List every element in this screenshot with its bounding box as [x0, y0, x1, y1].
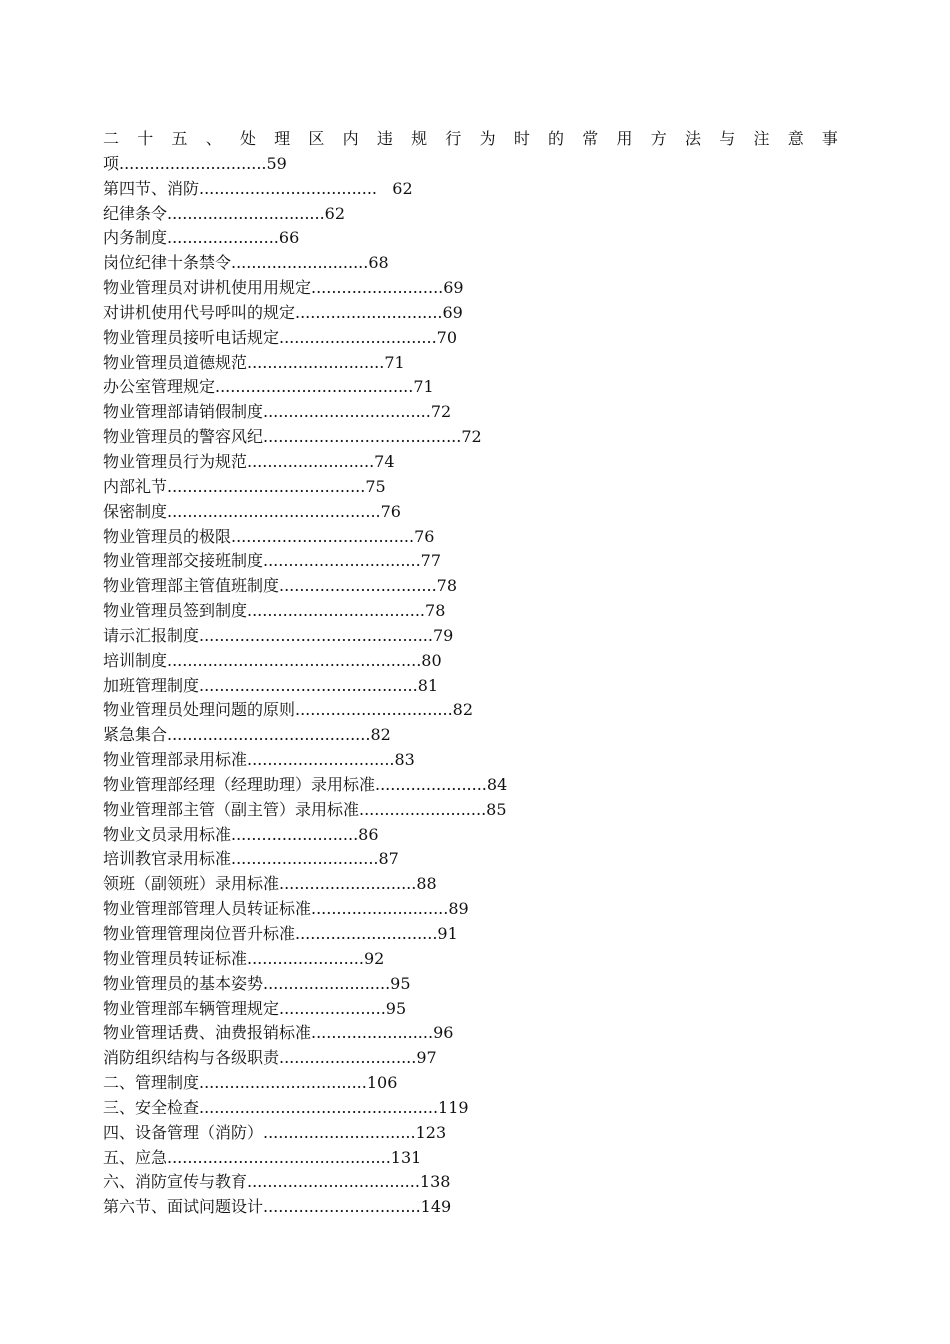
- toc-entry[interactable]: 加班管理制度...........................................81: [103, 675, 439, 695]
- toc-entry[interactable]: 物业管理部交接班制度...............................77: [103, 551, 442, 571]
- toc-heading-char: 事: [821, 129, 838, 148]
- toc-heading-char: 的: [548, 129, 565, 148]
- toc-heading-char: 区: [308, 129, 325, 148]
- toc-entry[interactable]: 物业管理员处理问题的原则...............................82: [103, 700, 474, 720]
- toc-entry[interactable]: 物业管理管理岗位晋升标准............................91: [103, 924, 458, 943]
- toc-heading-char: 二: [103, 129, 120, 148]
- toc-heading-char: 内: [342, 129, 359, 148]
- toc-entry[interactable]: 紧急集合........................................82: [103, 725, 391, 745]
- toc-entry[interactable]: 四、设备管理（消防）..............................123: [103, 1122, 447, 1142]
- toc-entry[interactable]: 物业管理员行为规范.........................74: [103, 451, 395, 471]
- toc-entry-heading-25: [103, 127, 838, 152]
- toc-entry[interactable]: 二、管理制度.................................106: [103, 1073, 398, 1093]
- toc-entry[interactable]: 消防组织结构与各级职责...........................97: [103, 1048, 437, 1068]
- toc-entry[interactable]: 对讲机使用代号呼叫的规定.............................69: [103, 302, 463, 322]
- toc-entry[interactable]: 三、安全检查...............................................119: [103, 1097, 469, 1117]
- toc-entry[interactable]: 内务制度......................66: [103, 228, 300, 248]
- toc-entry[interactable]: 物业文员录用标准.........................86: [103, 824, 379, 844]
- toc-entry[interactable]: 内部礼节.......................................75: [103, 476, 386, 496]
- toc-entry[interactable]: 物业管理员转证标准.......................92: [103, 948, 385, 968]
- toc-heading-char: 处: [239, 129, 256, 148]
- toc-entry[interactable]: 培训制度..................................................80: [103, 650, 442, 670]
- toc-heading-char: 、: [205, 129, 222, 148]
- toc-entry[interactable]: 请示汇报制度..............................................79: [103, 625, 454, 645]
- toc-entry[interactable]: 六、消防宣传与教育..................................138: [103, 1172, 451, 1192]
- toc-entries: [103, 152, 843, 1220]
- toc-heading-char: 常: [582, 129, 599, 148]
- toc-heading-char: 为: [479, 129, 496, 148]
- toc-heading-char: 注: [753, 129, 770, 148]
- toc-heading-char: 时: [513, 129, 530, 148]
- toc-entry[interactable]: 物业管理部主管值班制度...............................78: [103, 576, 458, 596]
- toc-heading-char: 用: [616, 129, 633, 148]
- toc-entry[interactable]: 物业管理员的基本姿势.........................95: [103, 973, 411, 993]
- toc-entry[interactable]: 纪律条令...............................62: [103, 203, 346, 223]
- toc-heading-char: 违: [376, 129, 393, 148]
- toc-heading-char: 与: [719, 129, 736, 148]
- toc-entry[interactable]: 物业管理部录用标准.............................83: [103, 750, 415, 770]
- toc-entry[interactable]: 保密制度..........................................76: [103, 501, 401, 521]
- toc-heading-char: 行: [445, 129, 462, 148]
- toc-entry[interactable]: 第四节、消防................................... 62: [103, 178, 413, 198]
- toc-entry[interactable]: 物业管理部主管（副主管）录用标准.........................85: [103, 799, 507, 819]
- toc-entry[interactable]: 物业管理员接听电话规定...............................70: [103, 327, 458, 347]
- toc-entry[interactable]: 项.............................59: [103, 153, 287, 173]
- toc-entry[interactable]: 物业管理员道德规范...........................71: [103, 352, 405, 372]
- toc-entry[interactable]: 五、应急............................................131: [103, 1147, 422, 1167]
- toc-heading-char: 方: [650, 129, 667, 148]
- toc-entry[interactable]: 物业管理员签到制度...................................78: [103, 601, 446, 621]
- toc-entry[interactable]: 第六节、面试问题设计...............................149: [103, 1197, 452, 1217]
- toc-heading-char: 法: [684, 129, 701, 148]
- toc-heading-char: 规: [411, 129, 428, 148]
- toc-entry[interactable]: 物业管理员的警容风纪.......................................72: [103, 427, 482, 447]
- table-of-contents: [103, 127, 843, 1220]
- toc-entry[interactable]: 岗位纪律十条禁令...........................68: [103, 253, 389, 273]
- toc-entry[interactable]: 物业管理部管理人员转证标准...........................89: [103, 899, 469, 919]
- toc-entry[interactable]: 培训教官录用标准.............................87: [103, 849, 399, 869]
- toc-entry[interactable]: 物业管理部车辆管理规定.....................95: [103, 998, 407, 1018]
- toc-heading-char: 十: [137, 129, 154, 148]
- toc-entry[interactable]: 办公室管理规定.......................................71: [103, 377, 434, 397]
- toc-entry[interactable]: 物业管理部请销假制度.................................72: [103, 402, 452, 422]
- toc-heading-char: 理: [274, 129, 291, 148]
- toc-entry[interactable]: 物业管理员的极限....................................76: [103, 526, 435, 546]
- toc-entry[interactable]: 领班（副领班）录用标准...........................88: [103, 874, 437, 894]
- toc-entry[interactable]: 物业管理员对讲机使用用规定..........................69: [103, 278, 464, 298]
- toc-entry[interactable]: 物业管理部经理（经理助理）录用标准......................84: [103, 774, 508, 794]
- toc-entry[interactable]: 物业管理话费、油费报销标准........................96: [103, 1023, 454, 1043]
- toc-heading-char: 五: [171, 129, 188, 148]
- toc-heading-char: 意: [787, 129, 804, 148]
